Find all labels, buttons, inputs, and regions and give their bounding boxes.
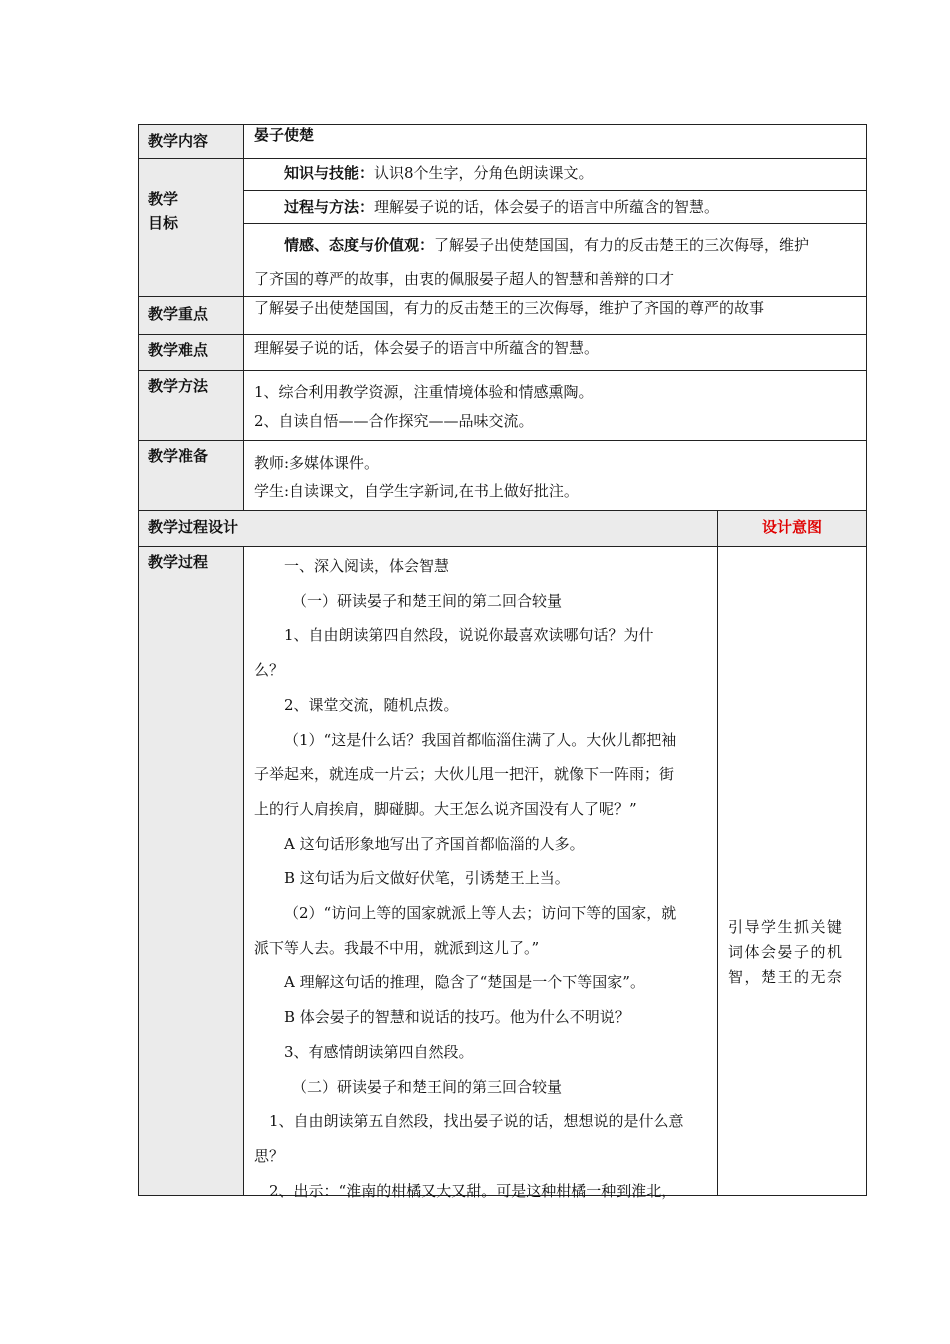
process-line-2: （一）研读晏子和楚王间的第二回合较量 bbox=[292, 591, 563, 610]
intent-line-3: 智，楚王的无奈 bbox=[728, 968, 844, 986]
goal-knowledge-text: 认识8个生字，分角色朗读课文。 bbox=[374, 164, 594, 182]
prep-line-1: 教师:多媒体课件。 bbox=[254, 454, 380, 472]
label-method: 教学方法 bbox=[139, 371, 244, 440]
row-design-header bbox=[139, 511, 866, 547]
goal-emotion-text1: 了解晏子出使楚国国，有力的反击楚王的三次侮辱，维护 bbox=[434, 236, 810, 254]
label-key: 教学重点 bbox=[139, 297, 244, 334]
method-line-2: 2、自读自悟——合作探究——品味交流。 bbox=[254, 412, 534, 430]
key-value: 了解晏子出使楚国国，有力的反击楚王的三次侮辱，维护了齐国的尊严的故事 bbox=[254, 299, 765, 317]
goal-emotion bbox=[244, 224, 866, 296]
process-cell bbox=[244, 547, 717, 1200]
goal-knowledge bbox=[244, 159, 866, 191]
label-goals-line1: 教学 bbox=[148, 190, 179, 208]
label-process: 教学过程 bbox=[139, 547, 244, 1195]
process-line-4: 么？ bbox=[254, 661, 285, 680]
process-line-11: （2）“访问上等的国家就派上等人去；访问下等的国家，就 bbox=[284, 904, 677, 923]
goal-process bbox=[244, 191, 866, 225]
process-line-10: B 这句话为后文做好伏笔，引诱楚王上当。 bbox=[284, 869, 570, 888]
process-line-13: A 理解这句话的推理，隐含了“楚国是一个下等国家”。 bbox=[284, 973, 645, 992]
lesson-plan-table bbox=[138, 124, 867, 1200]
process-intent-cell bbox=[717, 547, 866, 1195]
row-process bbox=[139, 547, 866, 1200]
method-line-1: 1、综合利用教学资源，注重情境体验和情感熏陶。 bbox=[254, 383, 594, 401]
goals-cell bbox=[244, 159, 866, 296]
row-content bbox=[139, 125, 866, 159]
process-line-3: 1、自由朗读第四自然段，说说你最喜欢读哪句话？为什 bbox=[284, 626, 654, 645]
goal-emotion-line1 bbox=[254, 228, 860, 262]
row-prep bbox=[139, 441, 866, 511]
label-goals-line2: 目标 bbox=[148, 214, 179, 232]
label-prep: 教学准备 bbox=[139, 441, 244, 510]
intent-line-1: 引导学生抓关键 bbox=[728, 918, 844, 936]
label-goals bbox=[139, 159, 244, 296]
goal-knowledge-title: 知识与技能： bbox=[284, 164, 375, 182]
process-line-19: 2、出示：“淮南的柑橘又大又甜。可是这种柑橘一种到淮北， bbox=[269, 1181, 677, 1200]
process-line-7: 子举起来，就连成一片云；大伙儿甩一把汗，就像下一阵雨；街 bbox=[254, 765, 675, 784]
row-difficulty bbox=[139, 335, 866, 371]
method-cell bbox=[244, 371, 866, 440]
process-line-18: 思？ bbox=[254, 1146, 285, 1165]
row-goals bbox=[139, 159, 866, 297]
process-line-6: （1）“这是什么话？我国首都临淄住满了人。大伙儿都把袖 bbox=[284, 730, 677, 749]
process-line-16: （二）研读晏子和楚王间的第三回合较量 bbox=[292, 1077, 563, 1096]
content-value: 晏子使楚 bbox=[254, 126, 315, 144]
row-method bbox=[139, 371, 866, 441]
row-key bbox=[139, 297, 866, 335]
prep-cell bbox=[244, 441, 866, 510]
process-line-8: 上的行人肩挨肩，脚碰脚。大王怎么说齐国没有人了呢？” bbox=[254, 799, 637, 818]
label-difficulty: 教学难点 bbox=[139, 335, 244, 370]
process-line-15: 3、有感情朗读第四自然段。 bbox=[284, 1042, 474, 1061]
goal-process-text: 理解晏子说的话，体会晏子的语言中所蕴含的智慧。 bbox=[374, 197, 720, 216]
prep-line-2: 学生:自读课文，自学生字新词,在书上做好批注。 bbox=[254, 482, 579, 500]
label-content: 教学内容 bbox=[139, 125, 244, 158]
design-intent-label: 设计意图 bbox=[717, 511, 866, 546]
process-line-14: B 体会晏子的智慧和说话的技巧。他为什么不明说？ bbox=[284, 1008, 630, 1027]
process-line-5: 2、课堂交流，随机点拨。 bbox=[284, 695, 459, 714]
design-header-label: 教学过程设计 bbox=[148, 518, 239, 536]
goal-process-title: 过程与方法： bbox=[284, 197, 375, 216]
process-line-17: 1、自由朗读第五自然段，找出晏子说的话，想想说的是什么意 bbox=[269, 1112, 684, 1131]
process-line-9: A 这句话形象地写出了齐国首都临淄的人多。 bbox=[284, 834, 585, 853]
goal-emotion-line2: 了齐国的尊严的故事，由衷的佩服晏子超人的智慧和善辩的口才 bbox=[254, 270, 675, 288]
process-line-1: 一、深入阅读，体会智慧 bbox=[284, 557, 450, 575]
intent-line-2: 词体会晏子的机 bbox=[728, 943, 844, 961]
process-line-12: 派下等人去。我最不中用，就派到这儿了。” bbox=[254, 938, 540, 957]
difficulty-value: 理解晏子说的话，体会晏子的语言中所蕴含的智慧。 bbox=[254, 339, 600, 357]
goal-emotion-title: 情感、态度与价值观： bbox=[284, 236, 435, 254]
